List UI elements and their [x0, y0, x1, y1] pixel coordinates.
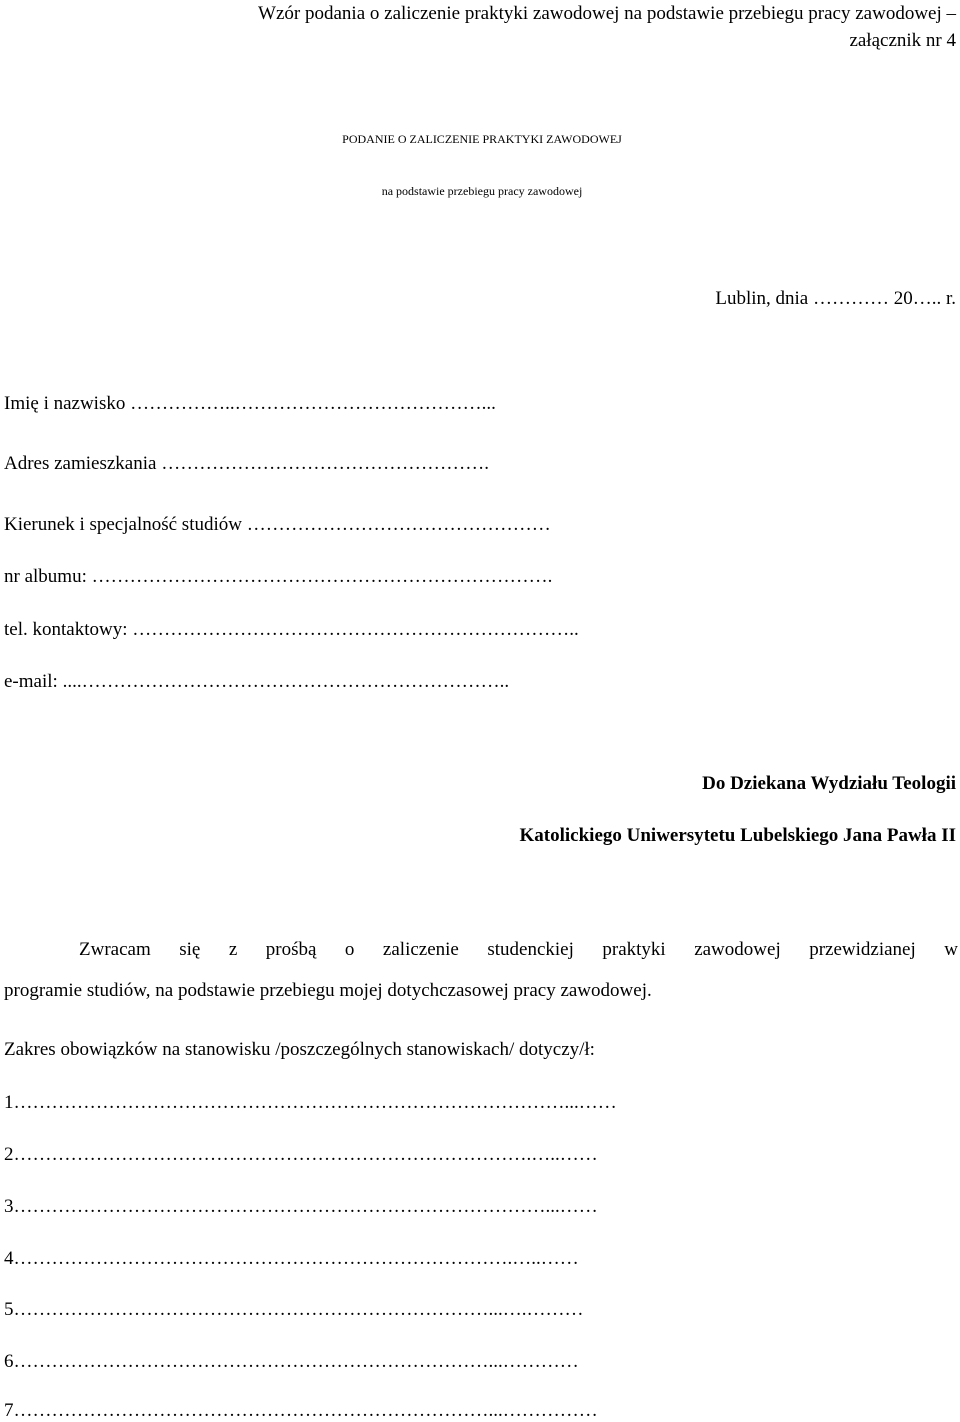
field-name-label: Imię i nazwisko — [4, 393, 126, 414]
field-major-label: Kierunek i specjalność studiów — [4, 514, 242, 535]
duty-number: 5 — [4, 1299, 14, 1320]
page-title: PODANIE O ZALICZENIE PRAKTYKI ZAWODOWEJ — [342, 132, 622, 146]
field-email-label: e-mail: — [4, 671, 58, 692]
duty-filler: …………………………………………………………………….…..…… — [13, 1248, 579, 1269]
field-address — [4, 454, 489, 473]
duty-item-3 — [4, 1197, 598, 1216]
duty-filler: …………………………………………………………………...…………… — [13, 1400, 598, 1421]
header-line-1: Wzór podania o zaliczenie praktyki zawodowej na podstawie przebiegu pracy zawodowej – — [258, 3, 956, 24]
addressee-line-1: Do Dziekana Wydziału Teologii — [702, 773, 956, 794]
field-album-label: nr albumu: — [4, 566, 87, 587]
field-major-filler: ………………………………………… — [241, 514, 551, 535]
duty-filler: …………………………………………………………………………...…… — [13, 1196, 598, 1217]
duty-filler: ……………………………………………………………………….…..…… — [13, 1144, 598, 1165]
field-major — [4, 515, 551, 534]
duties-intro: Zakres obowiązków na stanowisku /poszczególnych stanowiskach/ dotyczy/ł: — [4, 1039, 595, 1060]
duty-number: 4 — [4, 1248, 14, 1269]
duty-number: 6 — [4, 1351, 14, 1372]
field-name — [4, 394, 496, 413]
field-phone — [4, 620, 579, 639]
addressee-line-2: Katolickiego Uniwersytetu Lubelskiego Jana Pawła II — [519, 825, 956, 846]
duty-item-2 — [4, 1145, 598, 1164]
place-date: Lublin, dnia ………… 20….. r. — [715, 288, 956, 309]
duty-number: 7 — [4, 1400, 14, 1421]
duty-number: 3 — [4, 1196, 14, 1217]
field-name-filler: ……………..…………………………………... — [125, 393, 496, 414]
field-album-filler: ………………………………………………………………. — [86, 566, 553, 587]
duty-filler: …………………………………………………………………...………… — [13, 1351, 579, 1372]
header-line-2: załącznik nr 4 — [849, 30, 956, 51]
field-email — [4, 672, 509, 691]
field-email-filler: ....………………………………………………………….. — [57, 671, 510, 692]
body-para-line-1: Zwracam się z prośbą o zaliczenie studenckiej praktyki zawodowej przewidzianej w — [79, 939, 958, 960]
field-phone-label: tel. kontaktowy: — [4, 619, 128, 640]
page-subtitle: na podstawie przebiegu pracy zawodowej — [381, 184, 583, 198]
duty-item-1 — [4, 1093, 617, 1112]
field-address-label: Adres zamieszkania — [4, 453, 157, 474]
duty-item-6 — [4, 1352, 579, 1371]
duty-number: 1 — [4, 1092, 14, 1113]
field-album — [4, 567, 552, 586]
duty-filler: ……………………………………………………………………………...…… — [13, 1092, 617, 1113]
duty-filler: …………………………………………………………………...….……… — [13, 1299, 584, 1320]
field-address-filler: ……………………………………………. — [156, 453, 489, 474]
duty-item-5 — [4, 1300, 584, 1319]
body-para-line-2: programie studiów, na podstawie przebiegu mojej dotychczasowej pracy zawodowej. — [4, 980, 652, 1001]
duty-number: 2 — [4, 1144, 14, 1165]
duty-item-4 — [4, 1249, 579, 1268]
field-phone-filler: …………………………………………………………….. — [127, 619, 579, 640]
duty-item-7 — [4, 1401, 598, 1420]
